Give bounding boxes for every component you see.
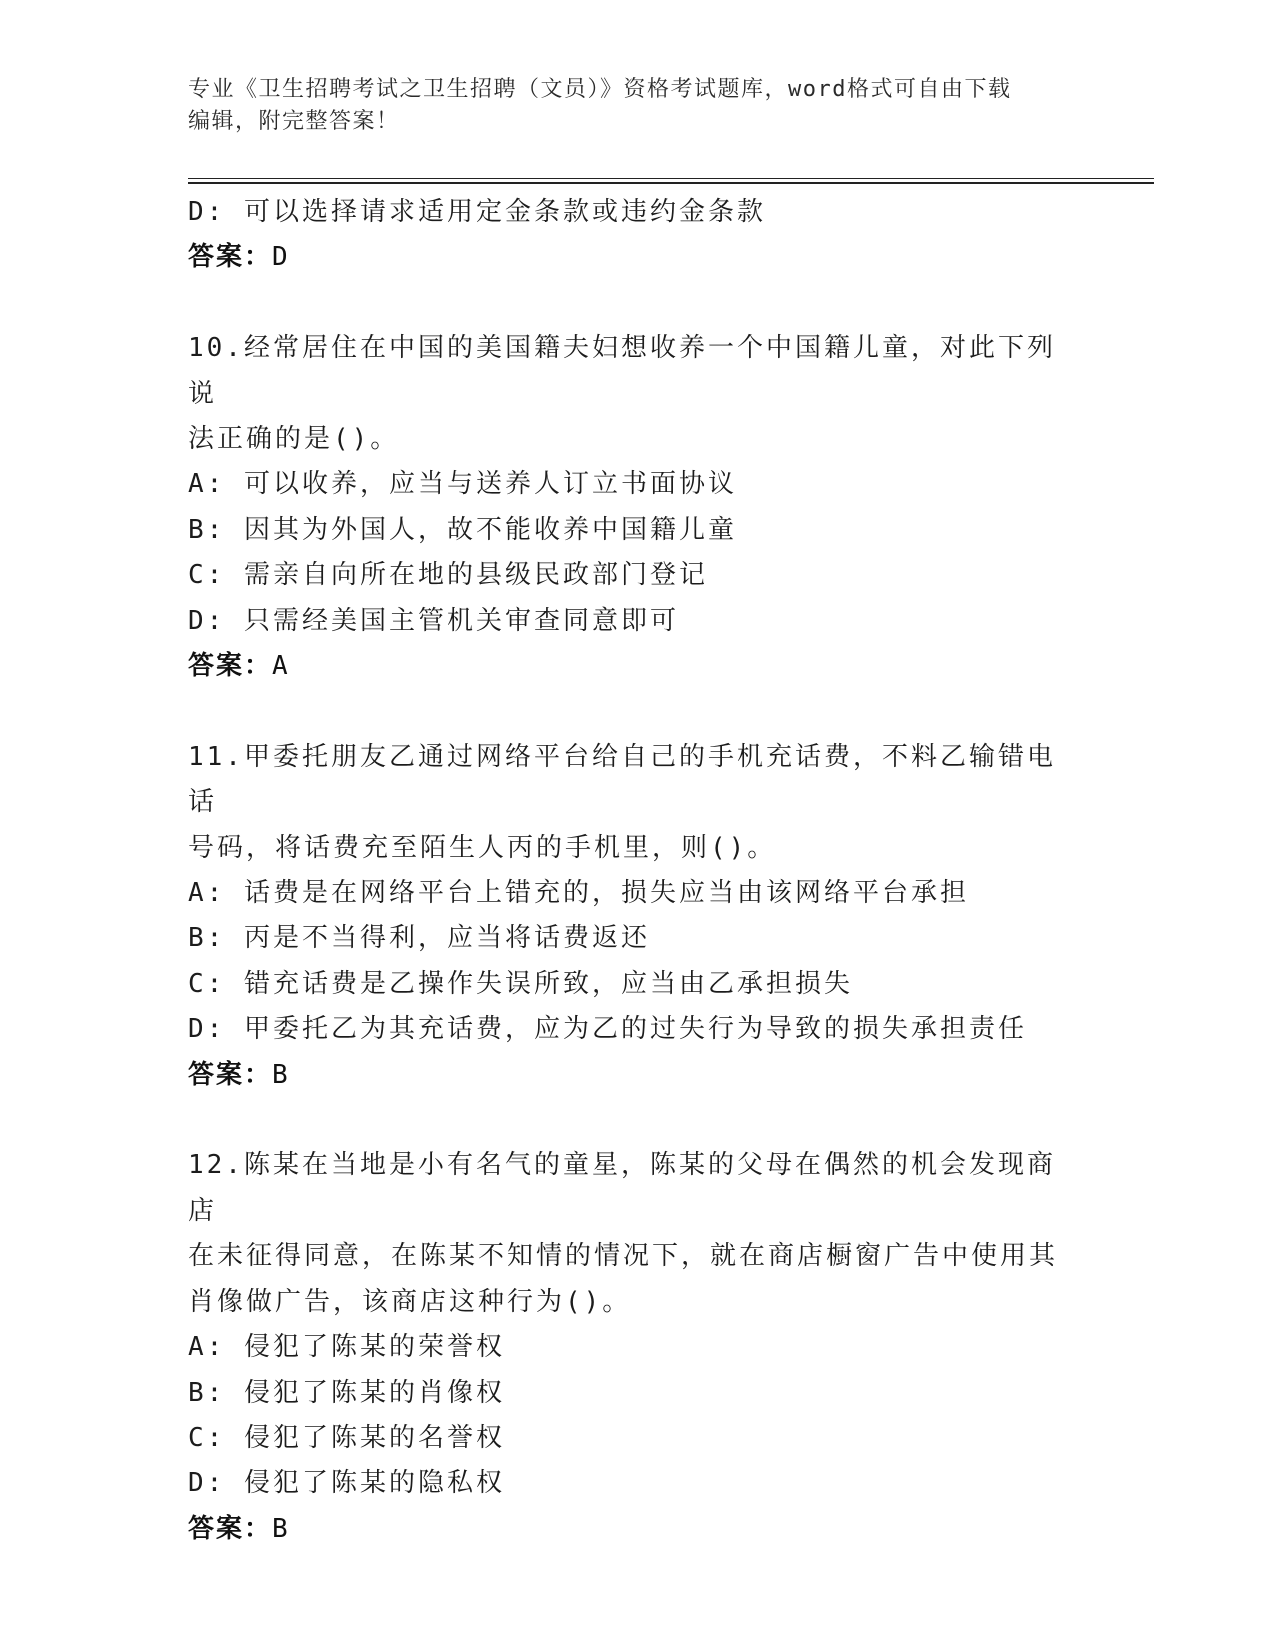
header-line-1: 专业《卫生招聘考试之卫生招聘（文员）》资格考试题库，word格式可自由下载: [188, 77, 1012, 102]
option-b: B: 因其为外国人，故不能收养中国籍儿童: [188, 514, 737, 545]
header-divider-thick: [188, 182, 1154, 184]
option-d: D: 侵犯了陈某的隐私权: [188, 1468, 505, 1499]
question-stem: [188, 1143, 1068, 1325]
stem-line: 11.甲委托朋友乙通过网络平台给自己的手机充话费，不料乙输错电话: [188, 741, 1056, 818]
stem-line: 号码，将话费充至陌生人丙的手机里，则()。: [188, 832, 777, 863]
answer-value: B: [272, 1513, 289, 1544]
option-c: C: 错充话费是乙操作失误所致，应当由乙承担损失: [188, 968, 853, 999]
header-divider-thin: [188, 178, 1154, 179]
stem-line: 法正确的是()。: [188, 424, 400, 455]
question-spacer: [188, 1098, 1088, 1143]
option-c: C: 侵犯了陈某的名誉权: [188, 1422, 505, 1453]
answer-line: [188, 644, 1088, 689]
option-b: B: 丙是不当得利，应当将话费返还: [188, 923, 650, 954]
option-b: B: 侵犯了陈某的肖像权: [188, 1377, 505, 1408]
option-c: C: 需亲自向所在地的县级民政部门登记: [188, 560, 708, 591]
question-stem: [188, 326, 1068, 462]
option-d: D: 只需经美国主管机关审查同意即可: [188, 605, 679, 636]
answer-label: 答案：: [188, 242, 273, 273]
stem-line: 10.经常居住在中国的美国籍夫妇想收养一个中国籍儿童，对此下列说: [188, 333, 1056, 409]
answer-label: 答案：: [188, 1059, 273, 1090]
question-stem: [188, 735, 1068, 871]
option-a: A: 可以收养，应当与送养人订立书面协议: [188, 469, 737, 500]
question-spacer: [188, 689, 1088, 734]
document-header: [188, 74, 1068, 138]
option-a: A: 话费是在网络平台上错充的，损失应当由该网络平台承担: [188, 878, 969, 909]
stem-line: 肖像做广告，该商店这种行为()。: [188, 1286, 632, 1317]
question-12: [188, 1143, 1088, 1552]
option-d: D: 甲委托乙为其充话费，应为乙的过失行为导致的损失承担责任: [188, 1014, 1027, 1045]
previous-question-tail: [188, 190, 1088, 281]
answer-line: [188, 1507, 1088, 1552]
question-spacer: [188, 281, 1088, 326]
option-d: D: 可以选择请求适用定金条款或违约金条款: [188, 197, 766, 227]
option-a: A: 侵犯了陈某的荣誉权: [188, 1332, 505, 1363]
answer-label: 答案：: [188, 651, 273, 682]
answer-value: A: [272, 651, 289, 682]
question-list: [188, 190, 1088, 1552]
stem-line: 在未征得同意，在陈某不知情的情况下，就在商店橱窗广告中使用其: [188, 1241, 1059, 1272]
answer-line: [188, 235, 1088, 280]
answer-value: D: [272, 242, 289, 273]
answer-line: [188, 1053, 1088, 1098]
question-10: [188, 326, 1088, 689]
answer-label: 答案：: [188, 1513, 273, 1544]
stem-line: 12.陈某在当地是小有名气的童星，陈某的父母在偶然的机会发现商店: [188, 1150, 1056, 1226]
question-11: [188, 735, 1088, 1098]
answer-value: B: [272, 1059, 289, 1090]
header-line-2: 编辑，附完整答案！: [188, 109, 400, 134]
